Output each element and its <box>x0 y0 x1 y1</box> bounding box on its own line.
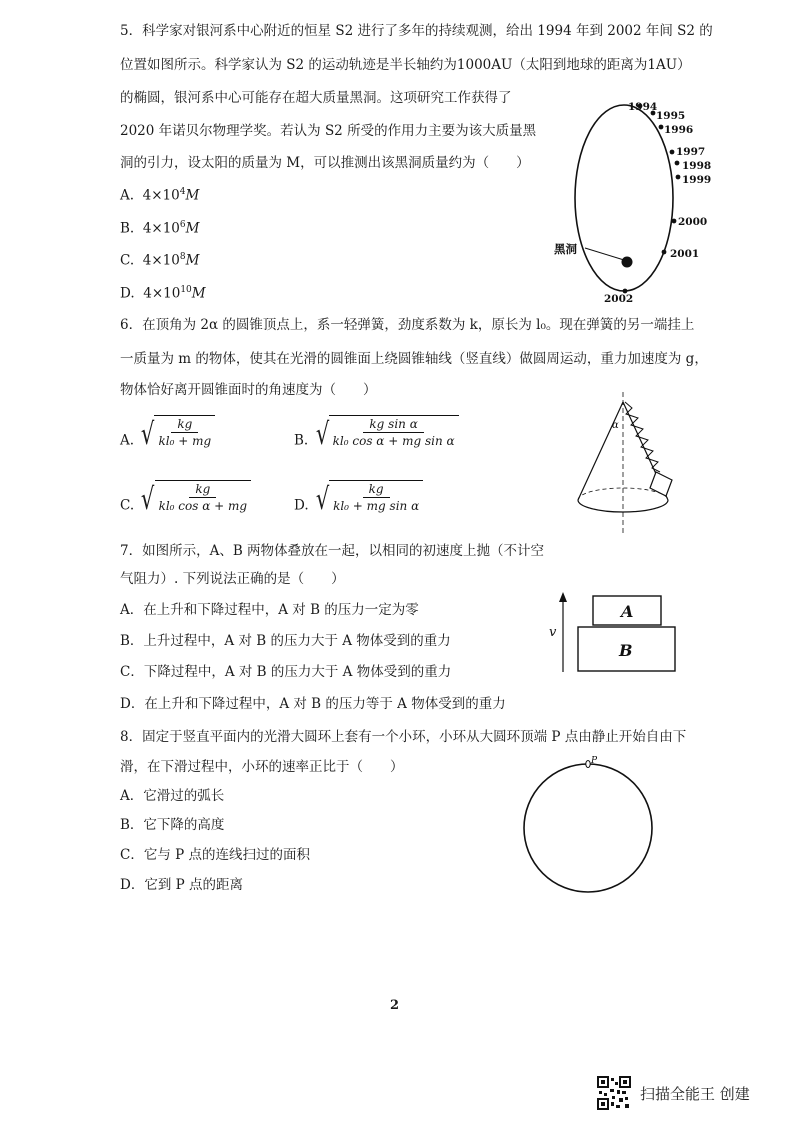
year-label-1995: 1995 <box>656 110 686 122</box>
q8-line-2: 滑，在下滑过程中，小环的速率正比于（ ） <box>120 759 404 775</box>
year-label-2002: 2002 <box>604 293 634 305</box>
q8-option-c[interactable]: C．它与 P 点的连线扫过的面积 <box>120 847 310 863</box>
q7-line-1: 7．如图所示，A、B 两物体叠放在一起，以相同的初速度上抛（不计空 <box>120 543 545 559</box>
year-label-2000: 2000 <box>678 216 708 228</box>
q5-line-4: 2020 年诺贝尔物理学奖。若认为 S2 所受的作用力主要为该大质量黑 <box>120 123 537 139</box>
large-ring <box>524 764 652 892</box>
q5-option-d[interactable]: D. $4\times 10^{10}M$ <box>120 285 206 302</box>
small-ring <box>586 761 590 768</box>
sqrt-expression: √ $\frac{kg}{\text{kl₀ cos α + mg}}$ <box>138 480 251 520</box>
orbit-point-1997 <box>670 150 675 155</box>
q8-option-a[interactable]: A．它滑过的弧长 <box>120 788 225 804</box>
q7-option-b[interactable]: B．上升过程中，A 对 B 的压力大于 A 物体受到的重力 <box>120 633 451 649</box>
orbit-point-2001 <box>662 250 667 255</box>
year-label-1999: 1999 <box>682 174 712 186</box>
velocity-label: v <box>549 625 557 640</box>
sqrt-expression: √ $\frac{kg}{\text{kl₀ + mg sin α}}$ <box>313 480 423 520</box>
stacked-blocks-figure <box>545 590 685 678</box>
orbit-point-1998 <box>675 161 680 166</box>
q7-option-c[interactable]: C．下降过程中，A 对 B 的压力大于 A 物体受到的重力 <box>120 664 452 680</box>
q5-option-b[interactable]: B. $4\times 10^6M$ <box>120 220 200 237</box>
angle-alpha-label: α <box>612 420 619 431</box>
q5-line-1: 5．科学家对银河系中心附近的恒星 S2 进行了多年的持续观测，给出 1994 年到 2002 年间 S2 的 <box>120 23 713 39</box>
q7-option-d[interactable]: D．在上升和下降过程中，A 对 B 的压力等于 A 物体受到的重力 <box>120 696 506 712</box>
block-b-label: B <box>619 641 633 660</box>
q7-option-a[interactable]: A．在上升和下降过程中，A 对 B 的压力一定为零 <box>120 602 419 618</box>
cone-spring-figure <box>568 390 698 538</box>
black-hole-dot <box>622 257 633 268</box>
q6-line-1: 6．在顶角为 2α 的圆锥顶点上，系一轻弹簧，劲度系数为 k，原长为 l₀。现在弹簧的另一端挂上 <box>120 317 695 333</box>
q6-option-b[interactable]: B. √ $\frac{\text{kg sin α}}{\text{kl₀ cos α + mg sin α}}$ <box>294 415 459 455</box>
orbit-point-2000 <box>672 219 677 224</box>
q8-line-1: 8．固定于竖直平面内的光滑大圆环上套有一个小环，小环从大圆环顶端 P 点由静止开始自由下 <box>120 729 687 745</box>
q7-line-2: 气阻力）. 下列说法正确的是（ ） <box>120 571 345 587</box>
q8-option-d[interactable]: D．它到 P 点的距离 <box>120 877 243 893</box>
s2-orbit-figure <box>540 95 720 305</box>
sqrt-expression: √ $\frac{kg}{\text{kl₀ + mg}}$ <box>138 415 215 455</box>
sqrt-expression: √ $\frac{\text{kg sin α}}{\text{kl₀ cos α + mg sin α}}$ <box>313 415 459 455</box>
year-label-1997: 1997 <box>676 146 706 158</box>
q5-option-c[interactable]: C. $4\times 10^8M$ <box>120 252 200 269</box>
q6-line-3: 物体恰好离开圆锥面时的角速度为（ ） <box>120 382 377 398</box>
spring-icon <box>625 402 660 472</box>
q5-line-5: 洞的引力，设太阳的质量为 M，可以推测出该黑洞质量约为（ ） <box>120 155 530 171</box>
q6-option-a[interactable]: A. √ $\frac{kg}{\text{kl₀ + mg}}$ <box>120 415 215 455</box>
q6-option-d[interactable]: D. √ $\frac{kg}{\text{kl₀ + mg sin α}}$ <box>294 480 423 520</box>
year-label-1994: 1994 <box>628 101 658 113</box>
qr-code-icon <box>597 1076 631 1110</box>
black-hole-label: 黑洞 <box>554 242 577 256</box>
year-label-2001: 2001 <box>670 248 700 260</box>
q6-option-c[interactable]: C. √ $\frac{kg}{\text{kl₀ cos α + mg}}$ <box>120 480 251 520</box>
year-label-1998: 1998 <box>682 160 712 172</box>
q8-option-b[interactable]: B．它下降的高度 <box>120 817 225 833</box>
q5-option-a[interactable]: A. $4\times 10^4M$ <box>120 187 200 204</box>
hanging-mass <box>650 472 672 496</box>
orbit-point-1996 <box>659 125 664 130</box>
point-p-label: P <box>591 756 598 766</box>
ring-figure <box>518 756 658 896</box>
velocity-arrowhead-icon <box>559 592 567 602</box>
q6-line-2: 一质量为 m 的物体，使其在光滑的圆锥面上绕圆锥轴线（竖直线）做圆周运动，重力加速度为 g， <box>120 351 708 367</box>
orbit-point-1999 <box>676 175 681 180</box>
scanner-watermark: 扫描全能王 创建 <box>640 1085 750 1103</box>
page-number: 2 <box>390 998 400 1013</box>
q5-line-3: 的椭圆，银河系中心可能存在超大质量黑洞。这项研究工作获得了 <box>120 90 512 106</box>
year-label-1996: 1996 <box>664 124 694 136</box>
black-hole-leader <box>585 248 624 260</box>
block-a-label: A <box>621 602 634 621</box>
q5-line-2: 位置如图所示。科学家认为 S2 的运动轨迹是半长轴约为1000AU（太阳到地球的距离为1AU） <box>120 57 691 73</box>
cone-left-edge <box>578 402 623 500</box>
